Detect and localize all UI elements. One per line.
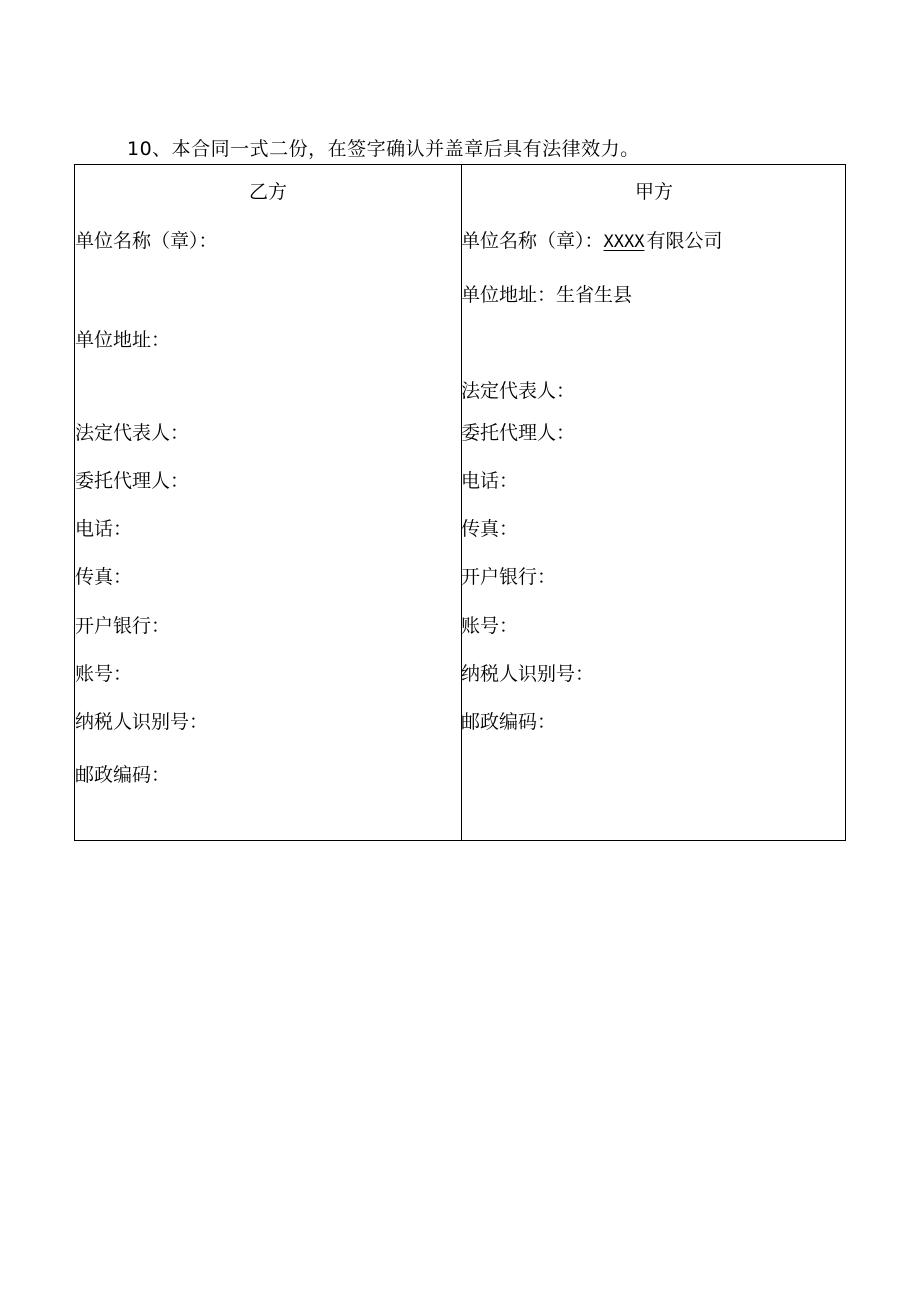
party-a-address-row (461, 282, 632, 308)
party-a-legal-rep-label: 法定代表人： (461, 380, 576, 402)
party-b-bank-label: 开户银行： (75, 615, 171, 637)
party-a-postcode-label: 邮政编码： (461, 711, 557, 733)
party-a-name-masked: XXXX (603, 232, 645, 252)
party-a-phone-label: 电话： (461, 470, 519, 492)
party-b-postcode-label: 邮政编码： (75, 764, 171, 786)
party-b-legal-rep-label: 法定代表人： (75, 422, 190, 444)
party-a-name-row (461, 228, 722, 255)
party-b-heading: 乙方 (248, 181, 287, 203)
party-a-name-label: 单位名称（章）： (461, 230, 604, 252)
party-a-address-label: 单位地址： (461, 284, 557, 306)
party-a-agent-label: 委托代理人： (461, 422, 576, 444)
party-a-bank-label: 开户银行： (461, 566, 557, 588)
column-divider (461, 165, 462, 840)
party-b-name-label: 单位名称（章）： (75, 230, 218, 252)
signature-table (74, 164, 846, 841)
party-b-agent-label: 委托代理人： (75, 470, 190, 492)
party-a-address-value: 生省生县 (556, 284, 633, 306)
party-a-fax-label: 传真： (461, 518, 519, 540)
party-a-account-label: 账号： (461, 615, 519, 637)
contract-validity-clause: 10、本合同一式二份，在签字确认并盖章后具有法律效力。 (127, 138, 640, 160)
party-b-fax-label: 传真： (75, 566, 133, 588)
party-b-tax-id-label: 纳税人识别号： (75, 711, 209, 733)
party-a-tax-id-label: 纳税人识别号： (461, 663, 595, 685)
party-b-phone-label: 电话： (75, 518, 133, 540)
party-b-account-label: 账号： (75, 663, 133, 685)
party-b-address-label: 单位地址： (75, 329, 171, 351)
party-a-heading: 甲方 (634, 181, 673, 203)
party-a-name-suffix: 有限公司 (646, 230, 723, 252)
